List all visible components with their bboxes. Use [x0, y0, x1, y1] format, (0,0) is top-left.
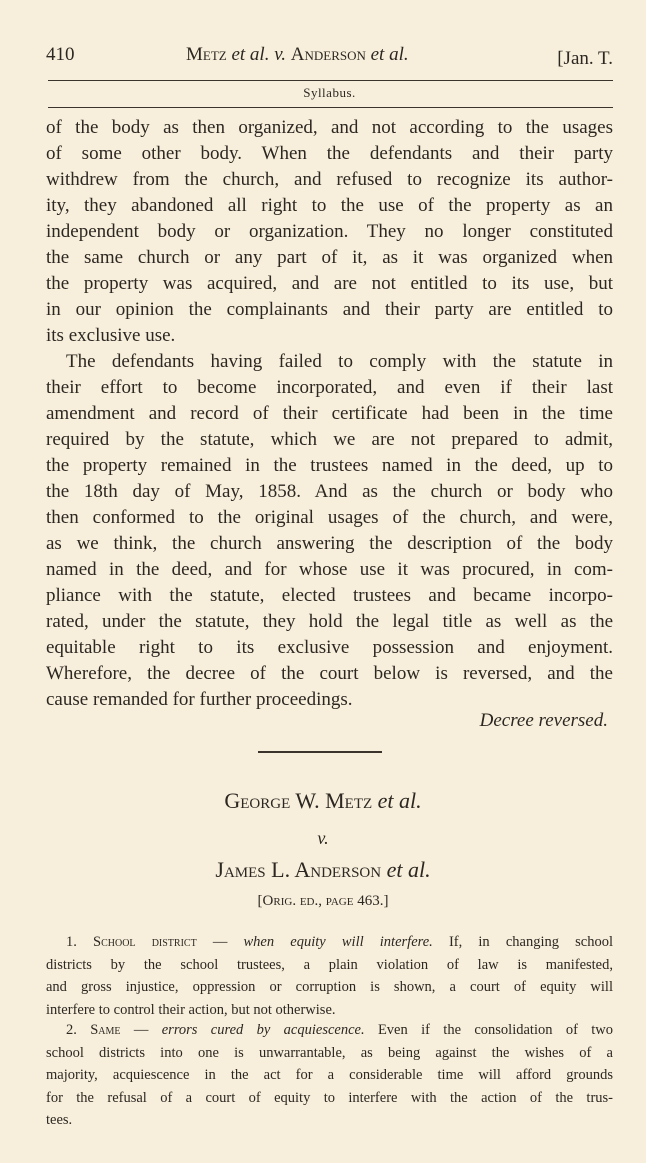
section-label: Syllabus. — [303, 85, 356, 100]
text-line: cause remanded for further proceedings. — [46, 689, 353, 710]
syllabus-item-1 — [46, 931, 613, 1021]
case-citation: [Orig. ed., page 463.] — [257, 893, 389, 909]
text-line: withdrew from the church, and refused to recognize its author- — [46, 169, 613, 190]
text-line: school districts into one is unwarrantable, as being against the wishes of a — [46, 1044, 613, 1061]
running-title: Metz et al. v. Anderson et al. — [186, 44, 409, 65]
text-line: then conformed to the original usages of the church, and were, — [46, 507, 613, 528]
text-line: rated, under the statute, they hold the legal title as well as the — [46, 611, 613, 632]
opinion-paragraph-1 — [46, 115, 613, 349]
page-number: 410 — [46, 44, 75, 65]
text-line: in our opinion the complainants and their party are entitled to — [46, 299, 613, 320]
text-line: required by the statute, which we are not prepared to admit, — [46, 429, 613, 450]
text-line: of some other body. When the defendants and their party — [46, 143, 613, 164]
text-line: their effort to become incorporated, and even if their last — [46, 377, 613, 398]
text-line: majority, acquiescence in the act for a considerable time will afford grounds — [46, 1067, 613, 1083]
text-line: 2. Same — errors cured by acquiescence. Even if the consolidation of two — [66, 1022, 614, 1038]
text-line: and gross injustice, oppression or corruption is shown, a court of equity will — [46, 979, 613, 995]
text-line: the property remained in the trustees named in the deed, up to — [46, 455, 613, 476]
decree-text: Decree reversed. — [479, 710, 608, 731]
text-line: independent body or organization. They no longer constituted — [46, 221, 613, 242]
text-line: districts by the school trustees, a plain violation of law is manifested, — [46, 956, 613, 973]
text-line: pliance with the statute, elected trustees and became incorpo- — [46, 585, 613, 606]
text-line: Wherefore, the decree of the court below is reversed, and the — [46, 663, 613, 684]
text-line: for the refusal of a court of equity to interfere with the action of the trus- — [46, 1089, 613, 1106]
page-header — [46, 44, 613, 74]
section-divider — [258, 751, 382, 753]
text-line: the same church or any part of it, as it was organized when — [46, 247, 613, 268]
text-line: interfere to control their action, but not otherwise. — [46, 1001, 336, 1018]
text-line: its exclusive use. — [46, 325, 176, 346]
text-line: the 18th day of May, 1858. And as the church or body who — [46, 481, 613, 502]
case-versus: v. — [317, 828, 329, 848]
opinion-paragraph-2 — [46, 349, 613, 713]
syllabus-item-2 — [46, 1019, 613, 1132]
text-line: 1. School district — when equity will interfere. If, in changing school — [66, 934, 613, 950]
text-line: of the body as then organized, and not according to the usages — [46, 117, 613, 138]
header-rule — [48, 80, 613, 81]
text-line: The defendants having failed to comply with the statute in — [66, 351, 613, 372]
text-line: ity, they abandoned all right to the use of the property as an — [46, 195, 613, 216]
text-line: as we think, the church answering the description of the body — [46, 533, 613, 554]
text-line: the property was acquired, and are not entitled to its use, but — [46, 273, 613, 294]
case-defendant: James L. Anderson et al. — [215, 857, 431, 882]
text-line: equitable right to its exclusive possession and enjoyment. — [46, 637, 613, 658]
term-label: [Jan. T. — [557, 48, 613, 69]
text-line: tees. — [46, 1112, 73, 1128]
section-rule — [48, 107, 613, 108]
text-line: amendment and record of their certificate had been in the time — [46, 403, 613, 424]
text-line: named in the deed, and for whose use it was procured, in com- — [46, 559, 613, 580]
case-plaintiff: George W. Metz et al. — [224, 788, 422, 813]
